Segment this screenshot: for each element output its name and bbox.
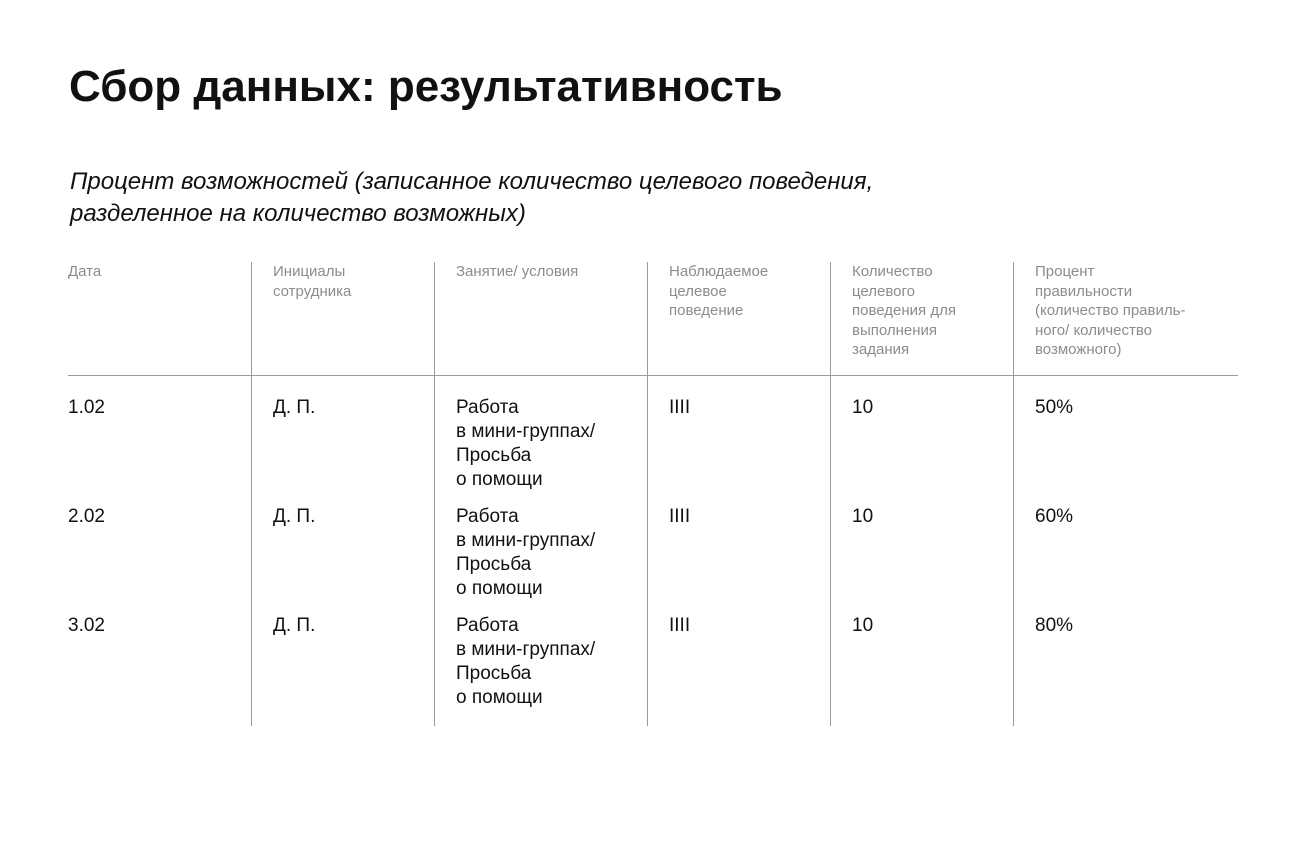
table-cell-initials: Д. П. (273, 506, 316, 527)
table-cell-required: 10 (852, 397, 874, 418)
column-header-observed-behavior: Наблюдаемое целевое поведение (669, 263, 769, 319)
column-divider (1013, 262, 1014, 726)
column-divider (830, 262, 831, 726)
table-cell-observed: IIII (669, 506, 691, 527)
table-cell-observed: IIII (669, 615, 691, 636)
column-header-date: Дата (68, 263, 102, 280)
column-divider (434, 262, 435, 726)
table-cell-activity: Работа в мини-группах/ Просьба о помощи (456, 397, 596, 490)
table-cell-percent: 60% (1035, 506, 1074, 527)
header-divider (68, 375, 1238, 376)
table-cell-initials: Д. П. (273, 615, 316, 636)
page-subtitle: Процент возможностей (записанное количество целевого поведения, разделенное на количество возможных) (70, 168, 874, 227)
table-cell-observed: IIII (669, 397, 691, 418)
table-cell-date: 1.02 (68, 397, 105, 418)
table-cell-required: 10 (852, 506, 874, 527)
table-cell-percent: 50% (1035, 397, 1074, 418)
column-header-percent-correct: Процент правильности (количество правиль- ного/ количество возможного) (1035, 263, 1186, 358)
column-divider (647, 262, 648, 726)
table-cell-date: 3.02 (68, 615, 105, 636)
table-cell-activity: Работа в мини-группах/ Просьба о помощи (456, 615, 596, 708)
table-cell-activity: Работа в мини-группах/ Просьба о помощи (456, 506, 596, 599)
page-title: Сбор данных: результативность (69, 62, 783, 111)
column-divider (251, 262, 252, 726)
column-header-staff-initials: Инициалы сотрудника (273, 263, 352, 300)
column-header-activity: Занятие/ условия (456, 263, 579, 280)
table-cell-required: 10 (852, 615, 874, 636)
data-table (68, 262, 1238, 726)
column-header-required-count: Количество целевого поведения для выполнения задания (852, 263, 956, 358)
table-cell-date: 2.02 (68, 506, 105, 527)
table-cell-percent: 80% (1035, 615, 1074, 636)
table-cell-initials: Д. П. (273, 397, 316, 418)
